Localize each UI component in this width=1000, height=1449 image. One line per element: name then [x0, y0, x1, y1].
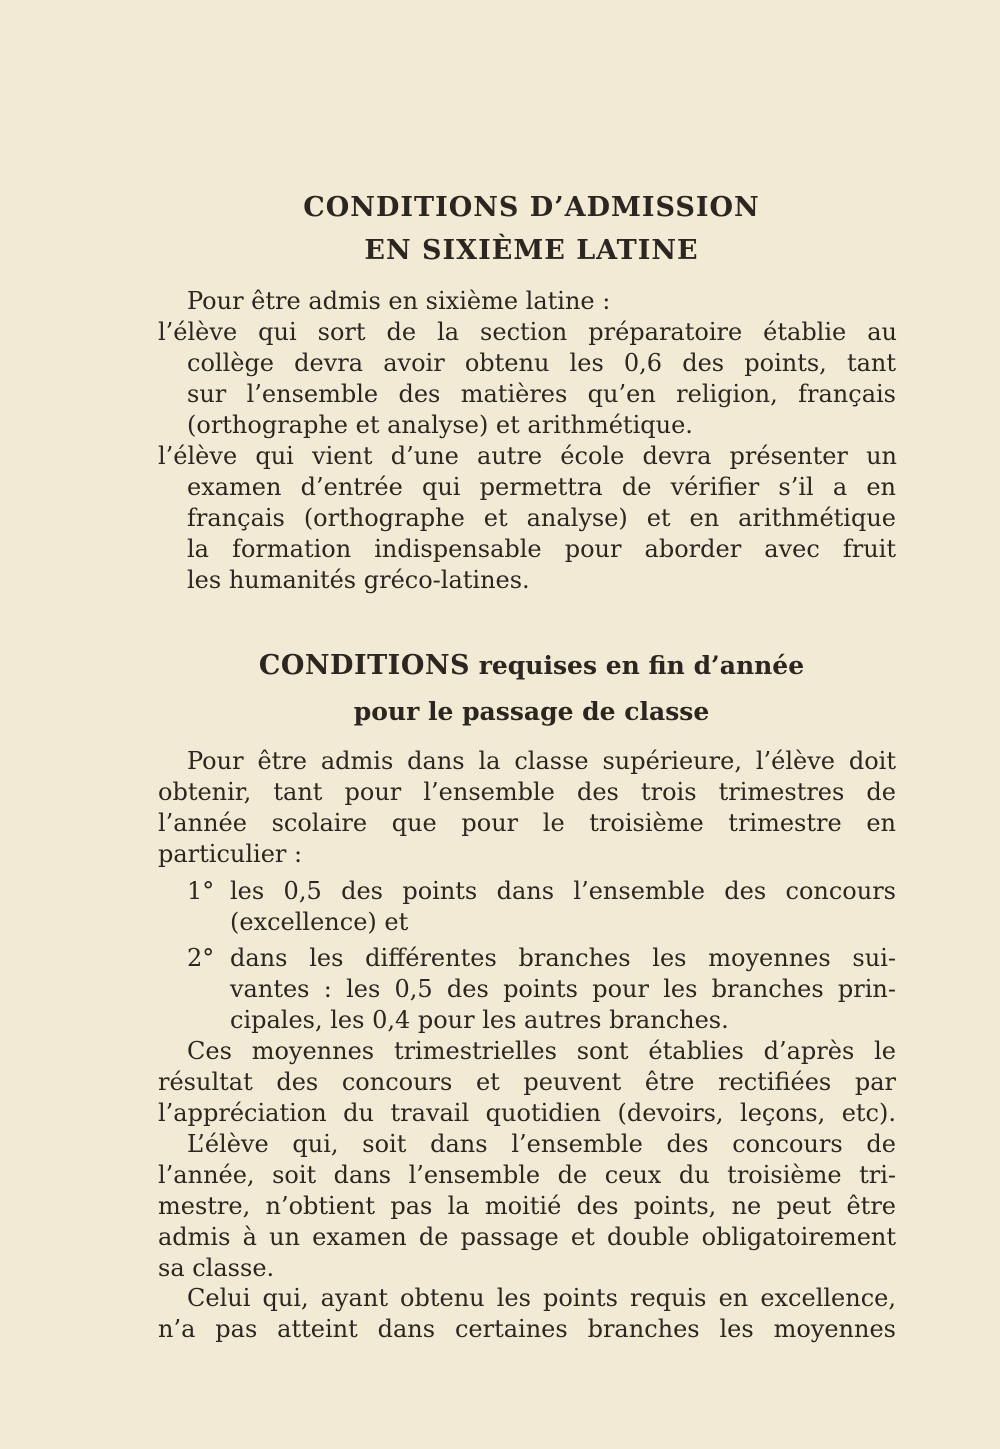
- section1-title-line2: EN SIXIÈME LATINE: [364, 235, 699, 266]
- section2-intro-line: particulier :: [158, 840, 303, 868]
- section2-title-line2: pour le passage de classe: [353, 697, 710, 726]
- paragraph-line: résultat des concours et peuvent être rectifiées par: [158, 1068, 896, 1096]
- section2-intro-line: obtenir, tant pour l’ensemble des trois trimestres de: [158, 778, 896, 806]
- section1-line: la formation indispensable pour aborder avec fruit: [187, 535, 896, 563]
- paragraph-line: L’élève qui, soit dans l’ensemble des concours de: [187, 1130, 896, 1158]
- item2-line: dans les différentes branches les moyennes sui-: [230, 944, 896, 972]
- section1-line: Pour être admis en sixième latine :: [187, 287, 611, 315]
- section2-intro-line: Pour être admis dans la classe supérieure, l’élève doit: [187, 747, 896, 775]
- paragraph-line: l’année, soit dans l’ensemble de ceux du troisième tri-: [158, 1161, 896, 1189]
- paragraph-line: Celui qui, ayant obtenu les points requis en excellence,: [187, 1284, 896, 1312]
- section2-intro-line: l’année scolaire que pour le troisième trimestre en: [158, 809, 896, 837]
- section1-line: l’élève qui vient d’une autre école devra présenter un: [158, 442, 897, 470]
- section1-title-line1: CONDITIONS D’ADMISSION: [303, 192, 760, 223]
- item2-number: 2°: [187, 944, 215, 972]
- item1-line: (excellence) et: [230, 908, 409, 936]
- section1-line: examen d’entrée qui permettra de vérifier s’il a en: [187, 473, 896, 501]
- section1-line: collège devra avoir obtenu les 0,6 des points, tant: [187, 349, 896, 377]
- paragraph-line: n’a pas atteint dans certaines branches les moyennes: [158, 1315, 896, 1343]
- section1-line: les humanités gréco-latines.: [187, 566, 530, 594]
- paragraph-line: admis à un examen de passage et double obligatoirement: [158, 1223, 896, 1251]
- item2-line: cipales, les 0,4 pour les autres branches.: [230, 1006, 729, 1034]
- section2-title-caps: CONDITIONS: [258, 650, 471, 681]
- paragraph-line: sa classe.: [158, 1254, 275, 1282]
- section2-title-rest: requises en fin d’année: [478, 651, 805, 680]
- paragraph-line: mestre, n’obtient pas la moitié des points, ne peut être: [158, 1192, 896, 1220]
- item1-line: les 0,5 des points dans l’ensemble des concours: [230, 877, 896, 905]
- item1-number: 1°: [187, 877, 215, 905]
- section1-line: (orthographe et analyse) et arithmétique.: [187, 411, 693, 439]
- item2-line: vantes : les 0,5 des points pour les branches prin-: [230, 975, 896, 1003]
- section1-line: sur l’ensemble des matières qu’en religion, français: [187, 380, 896, 408]
- section2-title-line1: [0, 643, 1000, 689]
- section1-line: français (orthographe et analyse) et en arithmétique: [187, 504, 896, 532]
- paragraph-line: Ces moyennes trimestrielles sont établies d’après le: [187, 1037, 896, 1065]
- section1-line: l’élève qui sort de la section préparatoire établie au: [158, 318, 897, 346]
- paragraph-line: l’appréciation du travail quotidien (devoirs, leçons, etc).: [158, 1099, 896, 1127]
